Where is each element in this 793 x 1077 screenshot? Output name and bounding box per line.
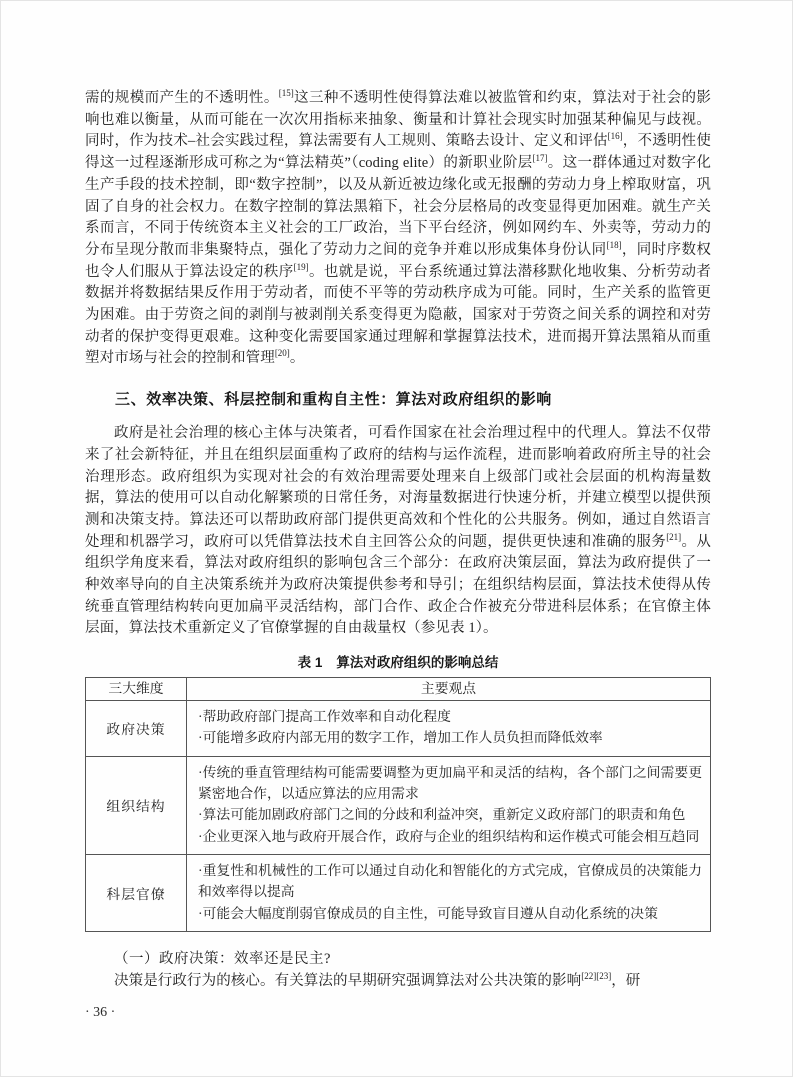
reference-superscript: [22] <box>581 971 597 982</box>
section-heading: 三、效率决策、科层控制和重构自主性：算法对政府组织的影响 <box>115 391 552 409</box>
impact-table-body <box>86 701 711 932</box>
reference-superscript: [17] <box>532 153 548 164</box>
point-item: ·算法可能加剧政府部门之间的分歧和利益冲突，重新定义政府部门的职责和角色 <box>198 807 686 823</box>
dimension-cell: 政府决策 <box>86 701 187 757</box>
table-caption <box>85 651 711 671</box>
point-item: ·可能增多政府内部无用的数字工作，增加工作人员负担而降低效率 <box>198 730 603 746</box>
paragraph-government-organization: 政府是社会治理的核心主体与决策者，可看作国家在社会治理过程中的代理人。算法不仅带来了社会新特征，并且在组织层面重构了政府的结构与运作流程，进而影响着政府所主导的社会治理形态。政府组织为实现对社会的有效治理需要处理来自上级部门或社会层面的机构海量数据，算法的使用可以自动化解繁琐的日常任务，对海量数据进行快速分析，并建立模型以提供预测和决策支持。算法还可以帮助政府部门提供更高效和个性化的公共服务。例如，通过自然语言处理和机器学习，政府可以凭借算法技术自主回答公众的问题，提供更快速和准确的服务[21]。从组织学角度来看，算法对政府组织的影响包含三个部分：在政府决策层面，算法为政府提供了一种效率导向的自主决策系统并为政府决策提供参考和导引；在组织结构层面，算法技术使得从传统垂直管理结构转向更加扁平灵活结构，部门合作、政企合作被充分带进科层体系；在官僚主体层面，算法技术重新定义了官僚掌握的自由裁量权（参见表 1）。 <box>85 425 711 637</box>
paragraph-decision-core: 决策是行政行为的核心。有关算法的早期研究强调算法对公共决策的影响[22][23]，研 <box>114 971 641 989</box>
point-item: ·帮助政府部门提高工作效率和自动化程度 <box>198 709 451 725</box>
points-cell <box>187 701 711 757</box>
reference-superscript: [20] <box>274 348 290 359</box>
table-row <box>86 701 711 757</box>
point-item: ·传统的垂直管理结构可能需要调整为更加扁平和灵活的结构，各个部门之间需要更紧密地合作，以适应算法的应用需求 <box>198 764 702 802</box>
table-row <box>86 756 711 854</box>
subsection-heading: （一）政府决策：效率还是民主? <box>114 950 331 967</box>
table-caption-label: 表 1 <box>297 655 323 671</box>
reference-superscript: [21] <box>666 531 682 542</box>
point-item: ·可能会大幅度削弱官僚成员的自主性，可能导致盲目遵从自动化系统的决策 <box>198 905 658 921</box>
dimension-cell: 科层官僚 <box>86 854 187 931</box>
table-caption-title: 算法对政府组织的影响总结 <box>336 655 499 671</box>
table-header-row <box>86 678 711 701</box>
paragraph-continued-from-previous-page: 需的规模而产生的不透明性。[15]这三种不透明性使得算法难以被监管和约束，算法对于社会的影响也难以衡量，从而可能在一次次用指标来抽象、衡量和计算社会现实时加强某种偏见与歧视。同时，作为技术–社会实践过程，算法需要有人工规则、策略去设计、定义和评估[16]，不透明性使得这一过程逐渐形成可称之为“算法精英”（coding elite）的新职业阶层[17]。这一群体通过对数字化生产手段的技术控制，即“数字控制”，以及从新近被边缘化或无报酬的劳动力身上榨取财富，巩固了自身的社会权力。在数字控制的算法黑箱下，社会分层格局的改变显得更加困难。就生产关系而言，不同于传统资本主义社会的工厂政治，当下平台经济，例如网约车、外卖等，劳动力的分布呈现分散而非集聚特点，强化了劳动力之间的竞争并难以形成集体身份认同[18]，同时序数权也令人们服从于算法设定的秩序[19]。也就是说，平台系统通过算法潜移默化地收集、分析劳动者数据并将数据结果反作用于劳动者，而使不平等的劳动秩序成为可能。同时，生产关系的监管更为困难。由于劳资之间的剥削与被剥削关系变得更为隐蔽，国家对于劳资之间关系的调控和对劳动者的保护变得更艰难。这种变化需要国家通过理解和掌握算法技术，进而揭开算法黑箱从而重塑对市场与社会的控制和管理[20]。 <box>85 88 711 367</box>
reference-superscript: [23] <box>596 971 612 982</box>
column-header-dimensions: 三大维度 <box>86 678 187 701</box>
reference-superscript: [15] <box>278 88 294 99</box>
table-row <box>86 854 711 931</box>
points-cell <box>187 756 711 854</box>
impact-summary-table <box>85 677 711 932</box>
point-item: ·企业更深入地与政府开展合作，政府与企业的组织结构和运作模式可能会相互趋同 <box>198 828 700 844</box>
page-number: · 36 · <box>85 1004 116 1020</box>
reference-superscript: [18] <box>606 240 622 251</box>
reference-superscript: [19] <box>293 261 309 272</box>
reference-superscript: [16] <box>607 131 623 142</box>
dimension-cell: 组织结构 <box>86 756 187 854</box>
points-cell <box>187 854 711 931</box>
column-header-main-points: 主要观点 <box>187 678 711 701</box>
page-content <box>85 88 711 1021</box>
impact-table-head <box>86 678 711 701</box>
point-item: ·重复性和机械性的工作可以通过自动化和智能化的方式完成，官僚成员的决策能力和效率得以提高 <box>198 862 702 900</box>
